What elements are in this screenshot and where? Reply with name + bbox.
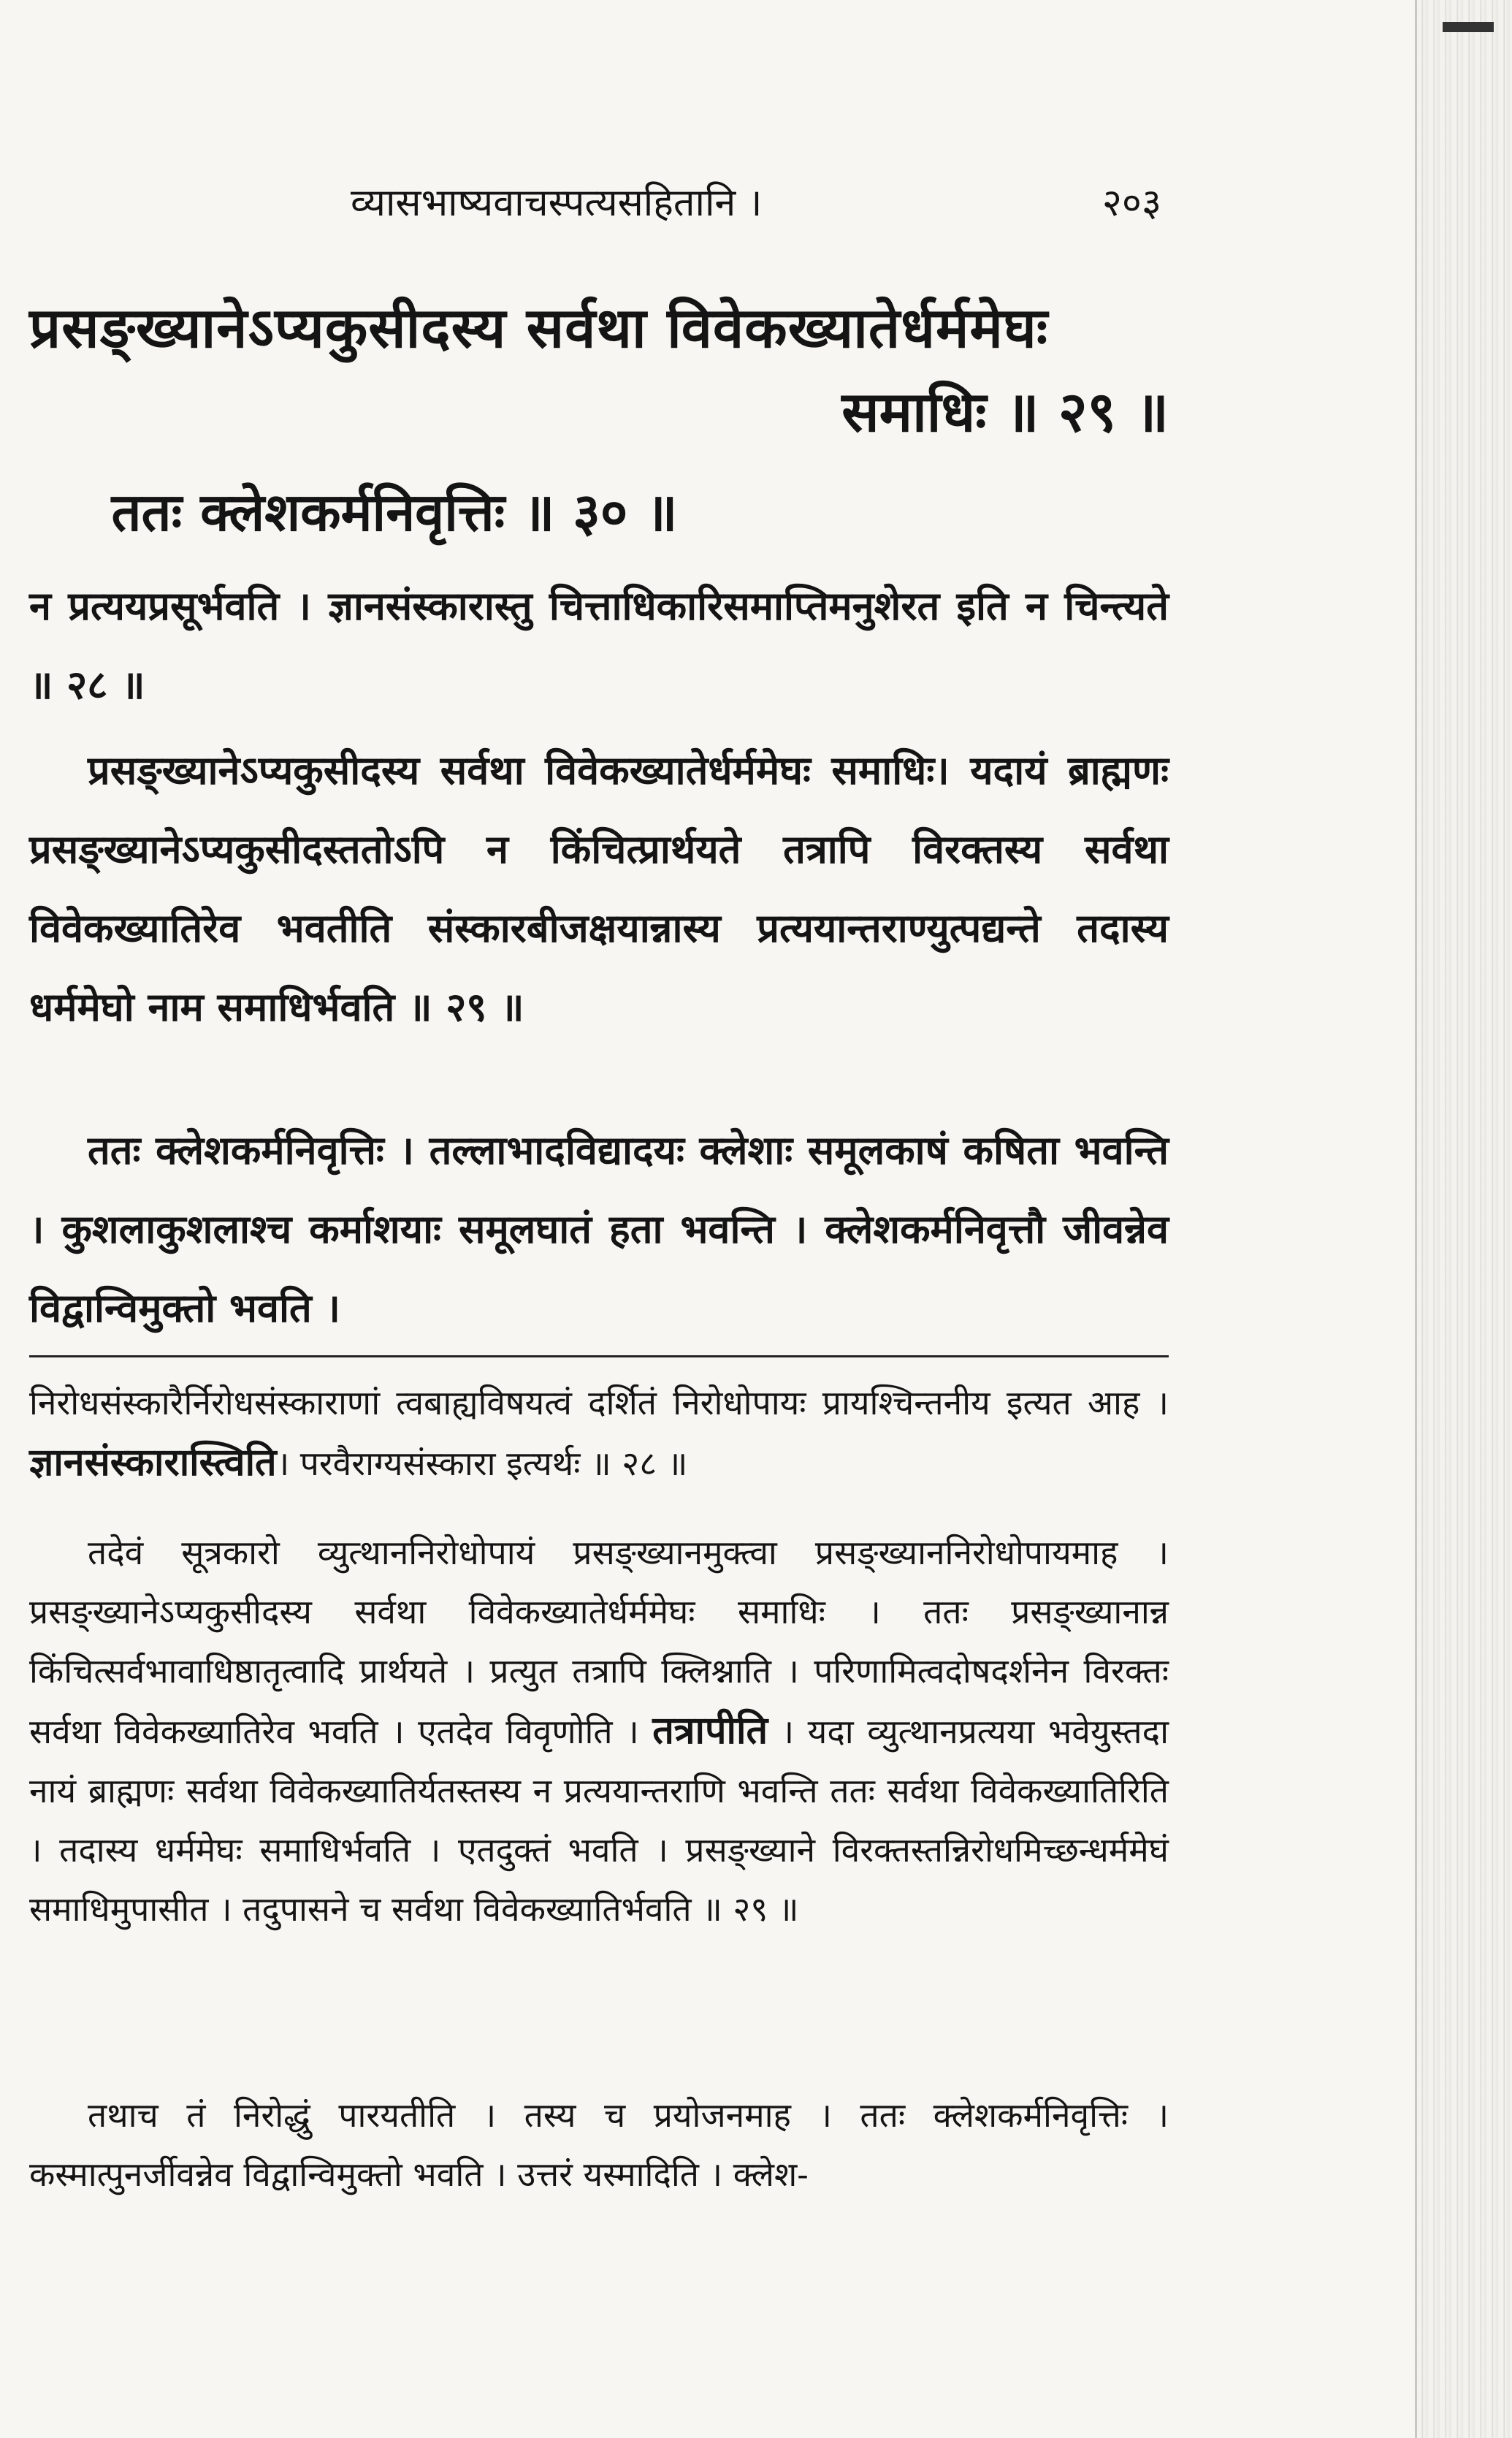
- tika-paragraph-28: [29, 1374, 1169, 1493]
- running-head-title: व्यासभाष्यवाचस्पत्यसहितानि ।: [351, 181, 763, 225]
- bhasya-text: ततः क्लेशकर्मनिवृत्तिः । तल्लाभादविद्यादयः क्लेशाः समूलकाषं कषिता भवन्ति । कुशलाकुशलाश्च कर्माशयाः समूलघातं हता भवन्ति । क्लेशकर्मनिवृत्तौ जीवन्नेव विद्वान्विमुक्तो भवति ।: [29, 1127, 1169, 1331]
- binding-mark: [1443, 22, 1494, 32]
- tika-text-part: । यदा व्युत्थानप्रत्यया भवेयुस्तदा नायं ब्राह्मणः सर्वथा विवेकख्यातिर्यतस्तस्य न प्रत्ययान्तराणि भवन्ति ततः सर्वथा विवेकख्यातिरिति । तदास्य धर्ममेघः समाधिर्भवति । एतदुक्तं भवति । प्रसङ्ख्याने विरक्तस्तन्निरोधमिच्छन्धर्ममेघं समाधिमुपासीत । तदुपासने च सर्वथा विवेकख्यातिर्भवति ॥ २९ ॥: [29, 1712, 1169, 1929]
- tika-pratika: तत्रापीति: [652, 1708, 768, 1753]
- bhasya-text: न प्रत्ययप्रसूर्भवति । ज्ञानसंस्कारास्तु चित्ताधिकारिसमाप्तिमनुशेरत इति न चिन्त्यते ॥ २८ ॥: [29, 582, 1169, 708]
- bhasya-paragraph-30: [29, 1111, 1169, 1347]
- tika-text-part: निरोधसंस्कारैर्निरोधसंस्काराणां त्वबाह्यविषयत्वं दर्शितं निरोधोपायः प्रायश्चिन्तनीय इत्यत आह ।: [29, 1383, 1169, 1422]
- tika-text: [29, 1523, 1169, 1939]
- commentary-divider: [29, 1355, 1169, 1357]
- tika-text: तथाच तं निरोद्धुं पारयतीति । तस्य च प्रयोजनमाह । ततः क्लेशकर्मनिवृत्तिः । कस्मात्पुनर्जीवन्नेव विद्वान्विमुक्तो भवति । उत्तरं यस्मादिति । क्लेश-: [29, 2095, 1169, 2194]
- binding-edge: [1415, 0, 1512, 2438]
- bhasya-text: प्रसङ्ख्यानेऽप्यकुसीदस्य सर्वथा विवेकख्यातेर्धर्ममेघः समाधिः। यदायं ब्राह्मणः प्रसङ्ख्यानेऽप्यकुसीदस्ततोऽपि न किंचित्प्रार्थयते तत्रापि विरक्तस्य सर्वथा विवेकख्यातिरेव भवतीति संस्कारबीजक्षयान्नास्य प्रत्ययान्तराण्युत्पद्यन्ते तदास्य धर्ममेघो नाम समाधिर्भवति ॥ २९ ॥: [29, 747, 1169, 1030]
- page-number: २०३: [1101, 181, 1161, 225]
- bhasya-paragraph-29: [29, 731, 1169, 1046]
- bhasya-paragraph-28: [29, 566, 1169, 724]
- tika-paragraph-29: [29, 1523, 1169, 1939]
- tika-text-part: तदेवं सूत्रकारो व्युत्थाननिरोधोपायं प्रसङ्ख्यानमुक्त्वा प्रसङ्ख्याननिरोधोपायमाह । प्रसङ्ख्यानेऽप्यकुसीदस्य सर्वथा विवेकख्यातेर्धर्ममेघः समाधिः । ततः प्रसङ्ख्यानान्न किंचित्सर्वभावाधिष्ठातृत्वादि प्रार्थयते । प्रत्युत तत्रापि क्लिश्नाति । परिणामित्वदोषदर्शनेन विरक्तः सर्वथा विवेकख्यातिरेव भवति । एतदेव विवृणोति ।: [29, 1533, 1169, 1751]
- tika-paragraph-30: [29, 2086, 1169, 2204]
- tika-text-part: । परवैराग्यसंस्कारा इत्यर्थः ॥ २८ ॥: [276, 1444, 688, 1483]
- sutra-29-line-2: समाधिः ॥ २९ ॥: [841, 379, 1169, 444]
- tika-text: [29, 1374, 1169, 1493]
- sutra-30: ततः क्लेशकर्मनिवृत्तिः ॥ ३० ॥: [111, 481, 678, 543]
- tika-pratika: ज्ञानसंस्कारास्त्विति: [29, 1440, 277, 1485]
- sutra-29-line-1: प्रसङ्ख्यानेऽप्यकुसीदस्य सर्वथा विवेकख्यातेर्धर्ममेघः: [29, 295, 1049, 360]
